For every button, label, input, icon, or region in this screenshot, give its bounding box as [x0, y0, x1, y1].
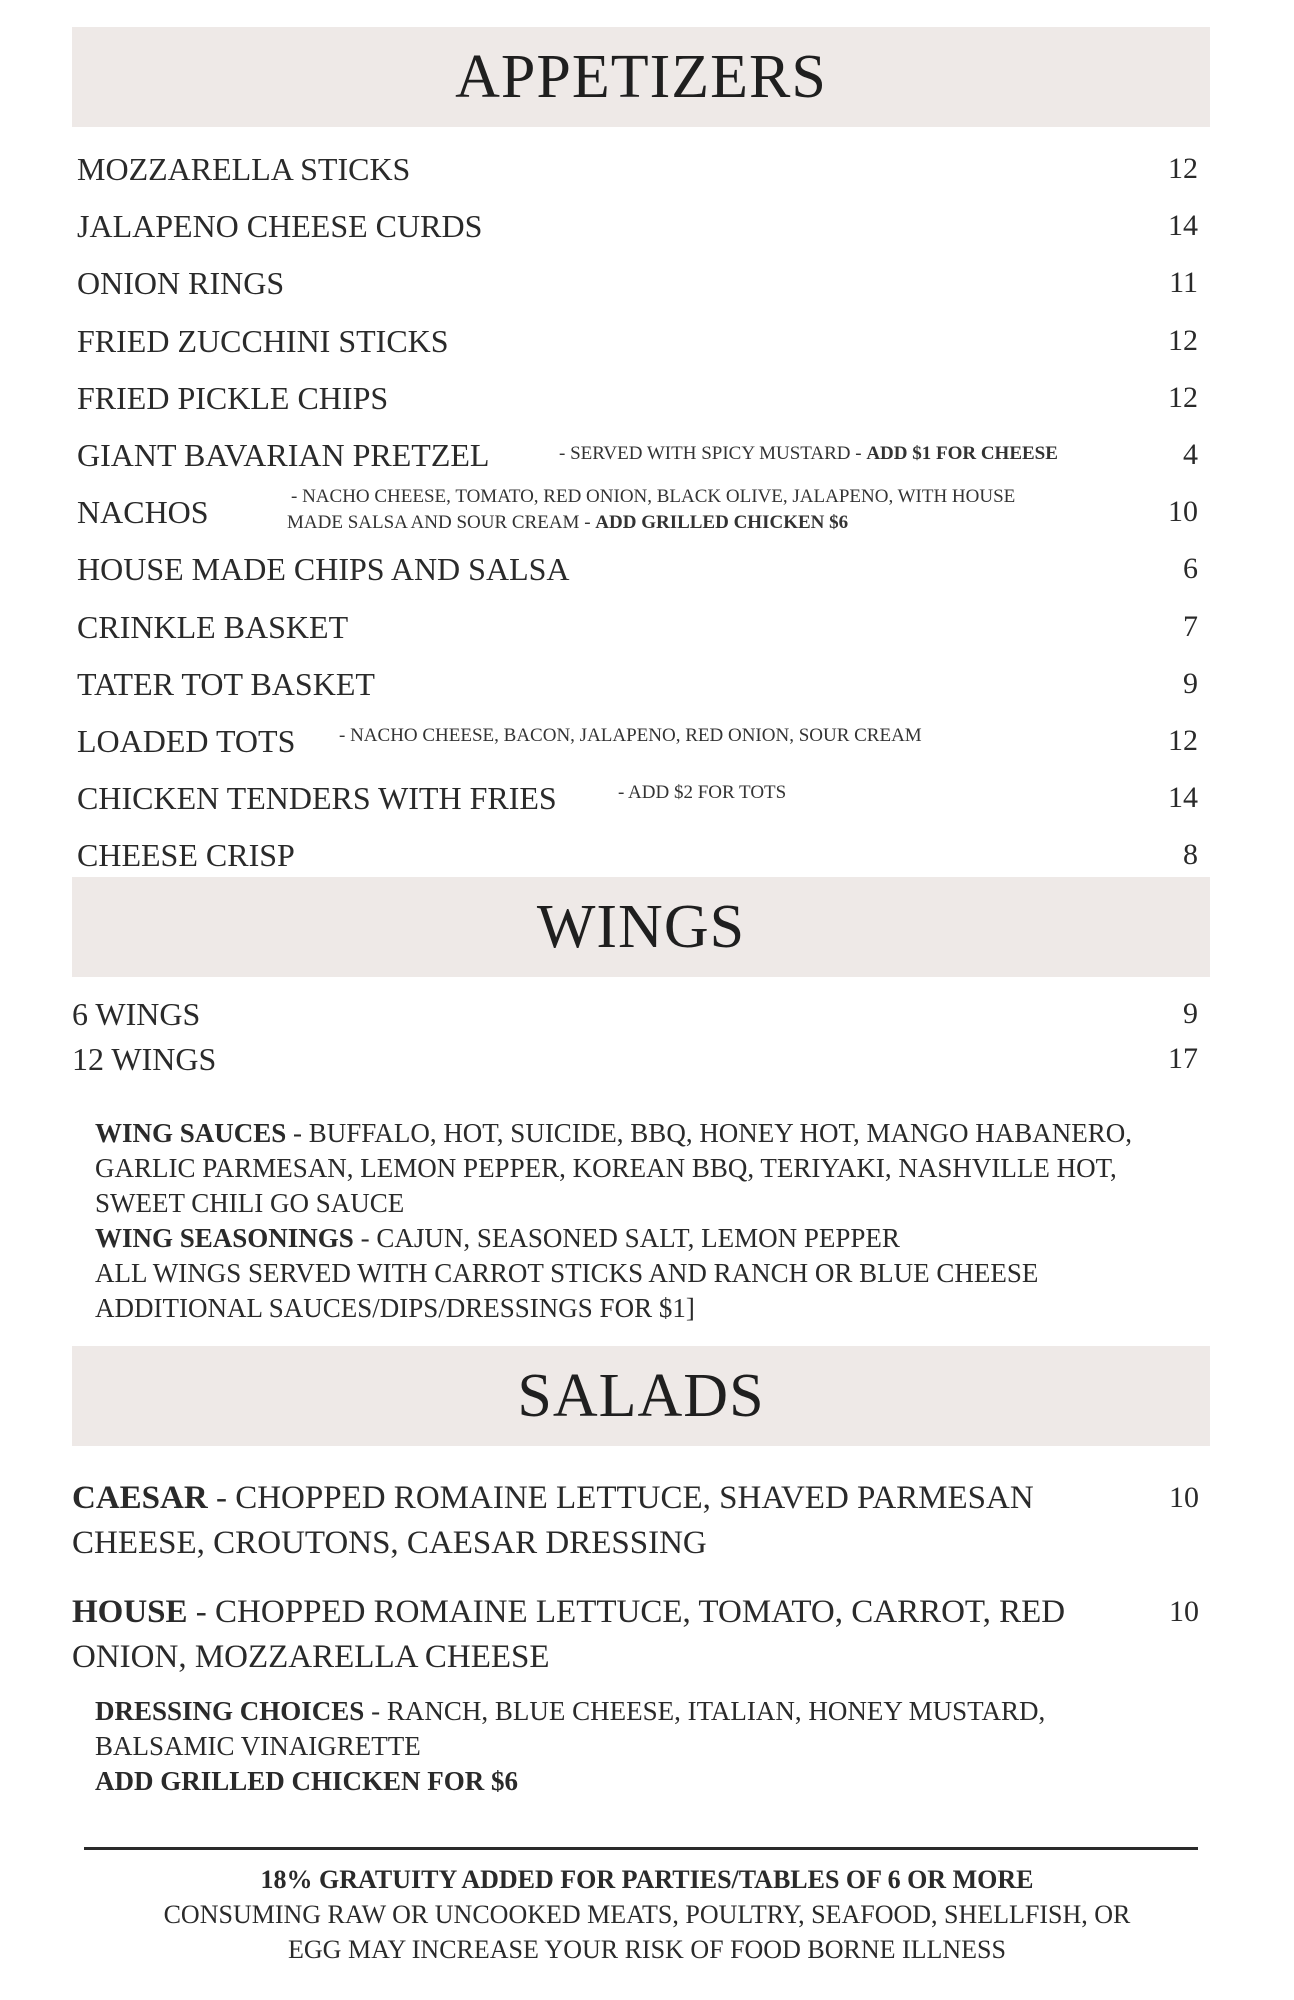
item-note [287, 484, 1015, 536]
salad-desc-line-1: - CHOPPED ROMAINE LETTUCE, SHAVED PARMESAN [207, 1480, 1034, 1516]
menu-item [77, 607, 1198, 647]
note-bold: ADD GRILLED CHICKEN $6 [595, 512, 849, 533]
wing-sauces-line-2: GARLIC PARMESAN, LEMON PEPPER, KOREAN BBQ, TERIYAKI, NASHVILLE HOT, [95, 1153, 1117, 1183]
wing-sauces-label: WING SAUCES [95, 1118, 287, 1148]
item-name: TATER TOT BASKET [77, 665, 375, 702]
item-price: 7 [1183, 610, 1198, 643]
salad-desc-line-2: CHEESE, CROUTONS, CAESAR DRESSING [72, 1525, 707, 1561]
wing-sauces-line-1: - BUFFALO, HOT, SUICIDE, BBQ, HONEY HOT, MANGO HABANERO, [286, 1118, 1133, 1148]
wings-header [72, 877, 1210, 977]
menu-item [77, 206, 1198, 246]
item-name: MOZZARELLA STICKS [77, 150, 411, 187]
footer-divider [84, 1847, 1198, 1850]
menu-item [77, 435, 1198, 475]
item-price: 6 [1183, 552, 1198, 585]
item-price: 8 [1183, 838, 1198, 871]
item-price: 11 [1169, 266, 1198, 299]
note-bold: ADD $1 FOR CHEESE [866, 443, 1058, 464]
item-price: 10 [1168, 495, 1198, 528]
item-price: 14 [1168, 781, 1198, 814]
menu-item [77, 321, 1198, 361]
note-text: - SERVED WITH SPICY MUSTARD - [559, 443, 867, 464]
appetizers-title: APPETIZERS [455, 42, 827, 111]
salad-name: HOUSE [72, 1594, 188, 1630]
wing-served-text: ALL WINGS SERVED WITH CARROT STICKS AND RANCH OR BLUE CHEESE [95, 1258, 1039, 1288]
menu-item [77, 378, 1198, 418]
dressing-line-1: - RANCH, BLUE CHEESE, ITALIAN, HONEY MUSTARD, [364, 1696, 1046, 1726]
wing-seasonings-label: WING SEASONINGS [95, 1223, 354, 1253]
health-warning-line-2: EGG MAY INCREASE YOUR RISK OF FOOD BORNE ILLNESS [288, 1935, 1006, 1964]
item-name: CHICKEN TENDERS WITH FRIES [77, 779, 557, 816]
salad-price: 10 [1169, 1481, 1199, 1514]
salad-desc-line-1: - CHOPPED ROMAINE LETTUCE, TOMATO, CARROT, RED [187, 1594, 1066, 1630]
item-price: 12 [1168, 152, 1198, 185]
menu-item [77, 835, 1198, 875]
menu-item [77, 778, 1198, 818]
appetizers-header [72, 27, 1210, 127]
item-name: ONION RINGS [77, 264, 285, 301]
gratuity-notice: 18% GRATUITY ADDED FOR PARTIES/TABLES OF 6 OR MORE [260, 1865, 1034, 1894]
note-line-1: - NACHO CHEESE, TOMATO, RED ONION, BLACK OLIVE, JALAPENO, WITH HOUSE [291, 486, 1016, 507]
item-name: 6 WINGS [72, 995, 201, 1032]
menu-item [72, 994, 1198, 1034]
salad-price: 10 [1169, 1595, 1199, 1628]
item-name: FRIED ZUCCHINI STICKS [77, 322, 449, 359]
menu-item [77, 664, 1198, 704]
item-price: 12 [1168, 724, 1198, 757]
salad-item [72, 1476, 1152, 1566]
menu-item [77, 263, 1198, 303]
menu-item [77, 721, 1198, 761]
item-name: CRINKLE BASKET [77, 608, 349, 645]
item-name: 12 WINGS [72, 1040, 217, 1077]
item-name: HOUSE MADE CHIPS AND SALSA [77, 550, 570, 587]
item-note [559, 443, 1058, 465]
menu-item [77, 149, 1198, 189]
menu-item [72, 1039, 1198, 1079]
salad-options [95, 1694, 1205, 1799]
wings-title: WINGS [536, 892, 746, 961]
dressing-line-2: BALSAMIC VINAIGRETTE [95, 1731, 421, 1761]
health-warning-line-1: CONSUMING RAW OR UNCOOKED MEATS, POULTRY, SEAFOOD, SHELLFISH, OR [163, 1900, 1131, 1929]
item-name: FRIED PICKLE CHIPS [77, 379, 389, 416]
dressing-label: DRESSING CHOICES [95, 1696, 365, 1726]
wing-options [95, 1116, 1205, 1326]
item-price: 4 [1183, 438, 1198, 471]
item-name: GIANT BAVARIAN PRETZEL [77, 436, 490, 473]
salads-header [72, 1346, 1210, 1446]
salad-name: CAESAR [72, 1480, 208, 1516]
wing-additional-text: ADDITIONAL SAUCES/DIPS/DRESSINGS FOR $1] [95, 1293, 695, 1323]
item-note: - ADD $2 FOR TOTS [618, 782, 787, 803]
item-price: 12 [1168, 324, 1198, 357]
menu-item [77, 486, 1198, 533]
wing-seasonings-text: - CAJUN, SEASONED SALT, LEMON PEPPER [353, 1223, 900, 1253]
item-price: 9 [1183, 667, 1198, 700]
item-name: JALAPENO CHEESE CURDS [77, 207, 483, 244]
salad-item [72, 1590, 1152, 1680]
add-chicken-text: ADD GRILLED CHICKEN FOR $6 [95, 1766, 519, 1796]
item-name: CHEESE CRISP [77, 836, 295, 873]
item-name: LOADED TOTS [77, 722, 296, 759]
item-note: - NACHO CHEESE, BACON, JALAPENO, RED ONION, SOUR CREAM [339, 725, 922, 746]
item-price: 17 [1168, 1042, 1198, 1075]
item-price: 12 [1168, 381, 1198, 414]
salads-title: SALADS [517, 1361, 765, 1430]
item-price: 9 [1183, 997, 1198, 1030]
item-price: 14 [1168, 209, 1198, 242]
note-line-2: MADE SALSA AND SOUR CREAM - [287, 512, 596, 533]
wing-sauces-line-3: SWEET CHILI GO SAUCE [95, 1188, 405, 1218]
item-name: NACHOS [77, 493, 209, 530]
menu-item [77, 549, 1198, 589]
salad-desc-line-2: ONION, MOZZARELLA CHEESE [72, 1639, 550, 1675]
